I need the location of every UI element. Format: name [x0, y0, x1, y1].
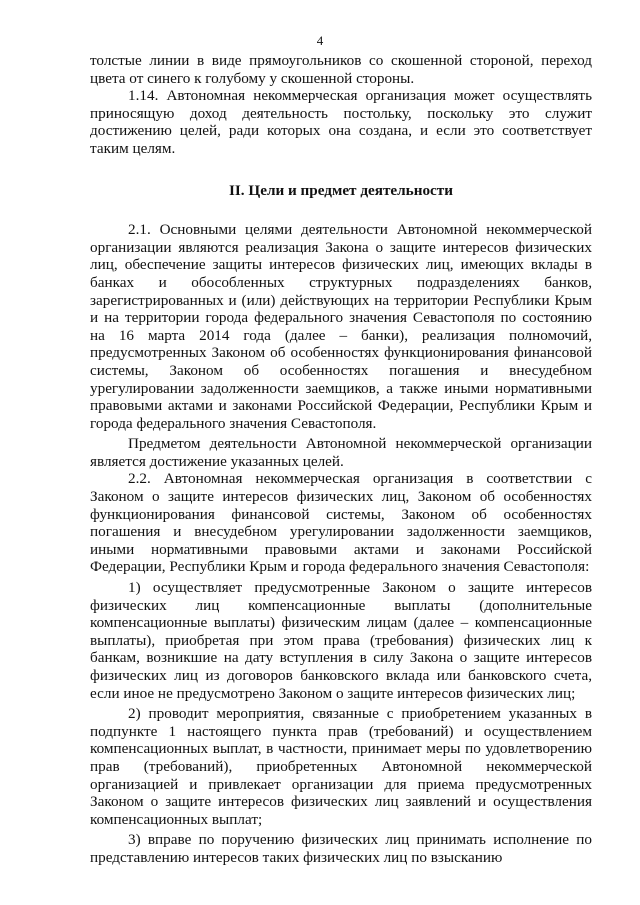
document-body: [90, 52, 592, 867]
paragraph-continuation: толстые линии в виде прямоугольников со скошенной стороной, переход цвета от синего к голубому у скошенной стороны.: [90, 52, 592, 87]
paragraph-2-1: 2.1. Основными целями деятельности Автономной некоммерческой организации являются реализация Закона о защите интересов физических лиц, обеспечение защиты интересов физических лиц, имеющих вклады в банках и обособленных структурных подразделениях банков, зарегистрированных и (или) действующих на территории Республики Крым и на территории города федерального значения Севастополя по состоянию на 16 марта 2014 года (далее – банки), реализация полномочий, предусмотренных Законом об особенностях функционирования финансовой системы, Законом об особенностях погашения и внесудебном урегулировании задолженности заемщиков, а также иными нормативными правовыми актами и законами Российской Федерации, Республики Крым и города федерального значения Севастополя.: [90, 221, 592, 432]
paragraph-subject: Предметом деятельности Автономной некоммерческой организации является достижение указанных целей.: [90, 435, 592, 470]
list-item-2: 2) проводит мероприятия, связанные с приобретением указанных в подпункте 1 настоящего пункта прав (требований) и осуществлением компенсационных выплат, в частности, принимает меры по удовлетворению прав (требований), приобретенных Автономной некоммерческой организацией и привлекает организации для приема предусмотренных Законом о защите интересов физических лиц заявлений и осуществления компенсационных выплат;: [90, 705, 592, 828]
paragraph-2-2: 2.2. Автономная некоммерческая организация в соответствии с Законом о защите интересов физических лиц, Законом об особенностях функционирования финансовой системы, Законом об особенностях погашения и внесудебном урегулировании задолженности заемщиков, иными нормативными правовыми актами и законами Российской Федерации, Республики Крым и города федерального значения Севастополя:: [90, 470, 592, 576]
paragraph-1-14: 1.14. Автономная некоммерческая организация может осуществлять приносящую доход деятельность постольку, поскольку это служит достижению целей, ради которых она создана, и если это соответствует таким целям.: [90, 87, 592, 157]
list-item-1: 1) осуществляет предусмотренные Законом о защите интересов физических лиц компенсационные выплаты (дополнительные компенсационные выплаты) физическим лицам (далее – компенсационные выплаты), приобретая при этом права (требования) физических лиц к банкам, возникшие на дату вступления в силу Закона о защите интересов физических лиц из договоров банковского вклада или банковского счета, если иное не предусмотрено Законом о защите интересов физических лиц;: [90, 579, 592, 702]
section-heading: II. Цели и предмет деятельности: [228, 181, 454, 199]
page-number: 4: [316, 33, 324, 48]
list-item-3: 3) вправе по поручению физических лиц принимать исполнение по представлению интересов таких физических лиц по взысканию: [90, 831, 592, 866]
